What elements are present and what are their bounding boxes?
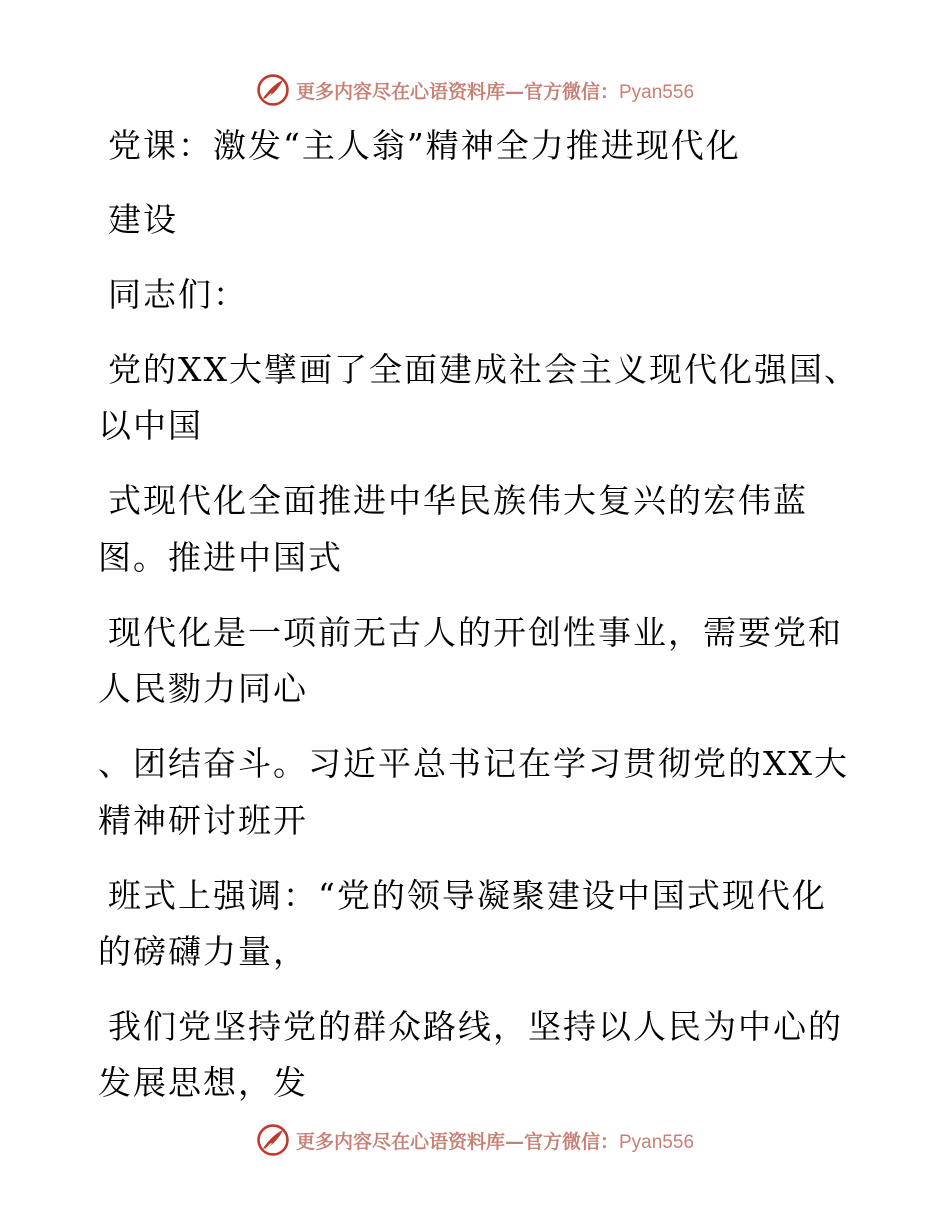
document-title-line-2: 建设 [108, 200, 178, 239]
body-line: 、团结奋斗。习近平总书记在学习贯彻党的XX大 [98, 744, 849, 783]
feather-pen-logo-icon [256, 1123, 290, 1157]
body-line: 以中国 [98, 406, 203, 445]
footer-watermark [0, 1120, 950, 1160]
feather-pen-logo-icon [256, 73, 290, 107]
body-line: 的磅礴力量， [98, 932, 308, 971]
watermark-text: 更多内容尽在心语资料库—官方微信：Pyan556 [295, 80, 695, 103]
salutation: 同志们： [108, 275, 248, 314]
body-line: 式现代化全面推进中华民族伟大复兴的宏伟蓝 [108, 481, 808, 520]
body-line: 图。推进中国式 [98, 538, 343, 577]
watermark-text: 更多内容尽在心语资料库—官方微信：Pyan556 [295, 1130, 695, 1153]
body-line: 班式上强调：“党的领导凝聚建设中国式现代化 [108, 876, 827, 915]
body-line: 党的XX大擘画了全面建成社会主义现代化强国、 [108, 350, 859, 389]
header-watermark [0, 70, 950, 110]
document-title-line-1: 党课：激发“主人翁”精神全力推进现代化 [108, 126, 741, 165]
body-line: 现代化是一项前无古人的开创性事业，需要党和 [108, 613, 843, 652]
body-line: 人民勠力同心 [98, 669, 308, 708]
body-line: 精神研讨班开 [98, 801, 308, 840]
body-line: 我们党坚持党的群众路线，坚持以人民为中心的 [108, 1007, 843, 1046]
body-line: 发展思想，发 [98, 1063, 308, 1102]
